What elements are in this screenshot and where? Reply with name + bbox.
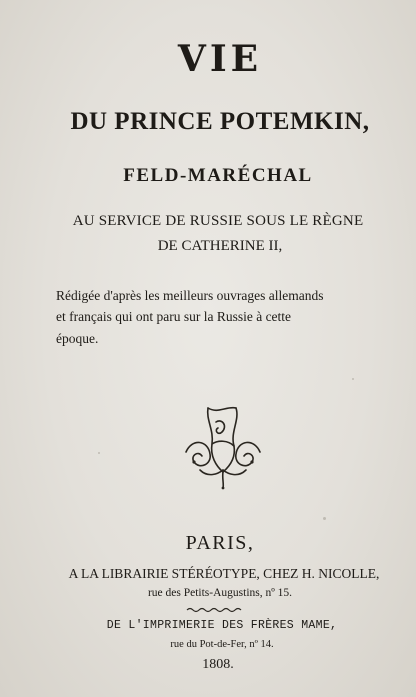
- subject-rank: FELD-MARÉCHAL: [123, 165, 313, 186]
- imprint-printer: DE L'IMPRIMERIE DES FRÈRES MAME,: [106, 619, 338, 632]
- paper-speck: [98, 452, 100, 454]
- description-line-2: et français qui ont paru sur la Russie à cette: [56, 309, 292, 324]
- description-line-1: Rédigée d'après les meilleurs ouvrages allemands: [56, 288, 324, 303]
- book-subject: DU PRINCE POTEMKIN,: [70, 108, 370, 135]
- service-line-2: DE CATHERINE II,: [157, 238, 283, 254]
- description-line-3: époque.: [56, 331, 99, 346]
- book-title: VIE: [177, 38, 263, 80]
- imprint-publisher: A LA LIBRAIRIE STÉRÉOTYPE, CHEZ H. NICOLLE,: [68, 566, 380, 581]
- imprint-publisher-address: rue des Petits-Augustins, nº 15.: [147, 587, 293, 599]
- imprint-printer-address: rue du Pot-de-Fer, nº 14.: [170, 639, 274, 650]
- ornamental-monogram-icon: [178, 400, 268, 490]
- paper-speck: [352, 378, 354, 380]
- imprint-city: PARIS,: [185, 532, 255, 554]
- wavy-rule-icon: [186, 607, 244, 613]
- paper-speck: [323, 517, 326, 520]
- service-line-1: AU SERVICE DE RUSSIE SOUS LE RÈGNE: [72, 213, 364, 229]
- imprint-year: 1808.: [202, 657, 234, 672]
